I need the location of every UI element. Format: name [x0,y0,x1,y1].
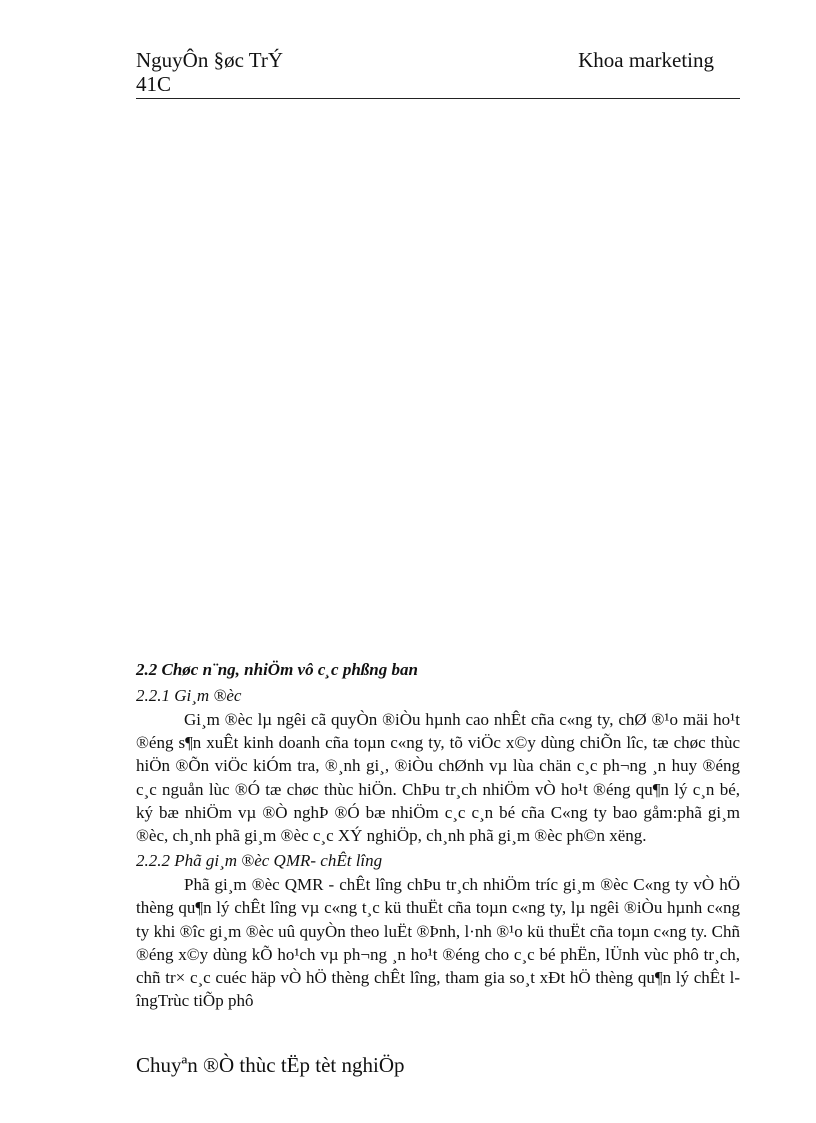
section-content [136,658,740,1012]
header-divider [136,98,740,99]
subsection-title-vice-director: 2.2.2 Phã gi¸m ®èc QMR- chÊt lîng [136,851,383,871]
paragraph-vice-director: Phã gi¸m ®èc QMR - chÊt lîng chÞu tr¸ch nhiÖm tríc gi¸m ®èc C«ng ty vÒ hÖ thèng qu¶n lý chÊt lîng vµ c«ng t¸c kü thuËt cña toµn c«ng ty, lµ ngêi ®iÒu hµnh c«ng ty khi ®îc gi¸m ®èc uû quyÒn theo luËt ®Þnh, l·nh ®¹o kü thuËt cña toµn c«ng ty. Chñ ®éng x©y dùng kÕ ho¹ch vµ ph¬ng ¸n ho¹t ®éng cho c¸c bé phËn, lÜnh vùc phô tr¸ch, chñ tr× c¸c cuéc häp vÒ hÖ thèng chÊt lîng, tham gia so¸t xÐt hÖ thèng qu¶n lý chÊt lîngTrùc tiÕp phô [136,875,740,1011]
page-header-author [136,48,283,96]
paragraph-director: Gi¸m ®èc lµ ngêi cã quyÒn ®iÒu hµnh cao nhÊt cña c«ng ty, chØ ®¹o mäi ho¹t ®éng s¶n xuÊt kinh doanh cña toµn c«ng ty, tõ viÖc x©y dùng chiÕn lîc, tæ chøc thùc hiÖn ®Õn viÖc kiÓm tra, ®¸nh gi¸, ®iÒu chØnh vµ lùa chän c¸c ph¬ng ¸n huy ®éng c¸c nguån lùc ®Ó tæ chøc thùc hiÖn. ChÞu tr¸ch nhiÖm vÒ ho¹t ®éng qu¶n lý c¸n bé, ký bæ nhiÖm vµ ®Ò nghÞ ®Ó bæ nhiÖm c¸c c¸n bé cña C«ng ty bao gåm:phã gi¸m ®èc, ch¸nh phã gi¸m ®èc c¸c XÝ nghiÖp, ch¸nh phã gi¸m ®èc ph©n xëng. [136,710,740,846]
page-footer: Chuyªn ®Ò thùc tËp tèt nghiÖp [136,1053,405,1077]
author-class: 41C [136,72,172,96]
author-name: NguyÔn §øc TrÝ [136,48,284,72]
subsection-title-director: 2.2.1 Gi¸m ®èc [136,686,242,705]
page-header-department: Khoa marketing [578,48,714,72]
section-title: 2.2 Chøc n¨ng, nhiÖm vô c¸c phßng ban [136,660,418,679]
